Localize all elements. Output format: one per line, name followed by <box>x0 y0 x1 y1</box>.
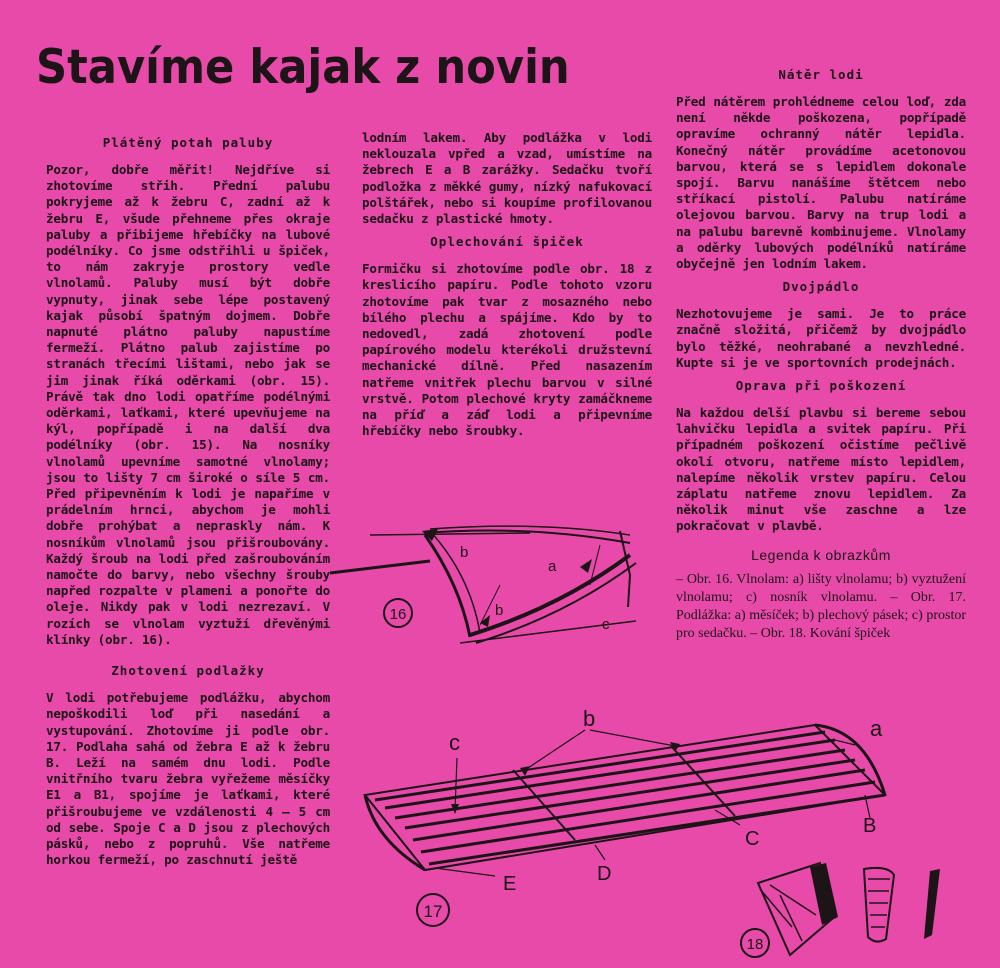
fig17-label-D: D <box>597 863 612 885</box>
heading-platene-potah: Plátěný potah paluby <box>102 135 274 150</box>
heading-oplechovani-spicek: Oplechování špiček <box>430 234 584 250</box>
fig16-label-a: a <box>548 558 557 575</box>
fig17-label-B: B <box>863 815 877 837</box>
paragraph-nater-lodi: Před nátěrem prohlédneme celou loď, zda není někde poškozena, popřípadě opravíme ochranný nátěr lepidla. Konečný nátěr provádíme acetonovou barvou, která se s lepidlem dokonale spojí. Barvu nanášíme štětcem nebo stříkací pistolí. Palubu natíráme olejovou barvou. Barvy na trup lodi a na palubu barevně kombinujeme. Vlnolamy a oděrky lubových podélníků natíráme obyčejně jen lodním lakem. <box>676 94 966 272</box>
fig16-label-b1: b <box>460 544 469 561</box>
figure-18-number: 18 <box>746 936 764 953</box>
paragraph-zhotoveni-podlazky: V lodi potřebujeme podlážku, abychom nepoškodili loď při nasedání a vystupování. Zhotovíme ji podle obr. 17. Podlaha sahá od žebra E až k žebru B. Leží na samém dnu lodi. Podle vnitřního tvaru žebra vyřežeme měsíčky E1 a B1, spojíme je laťkami, které přišroubujeme ve vzdálenosti 4 – 5 cm od sebe. Spoje C a D jsou z plechových pásků, nebo z popruhů. Vše natřeme horkou fermeží, po zaschnutí ještě <box>46 690 330 868</box>
paragraph-dvojpadlo: Nezhotovujeme je sami. Je to práce značně složitá, přičemž by dvojpádlo bylo těžké, neohrabané a nevzhledné. Kupte si je ve sportovních prodejnách. <box>676 306 966 370</box>
figure-16-breakwater <box>330 515 660 665</box>
paragraph-oplechovani-spicek: Formičku si zhotovíme podle obr. 18 z kreslicího papíru. Podle tohoto vzoru zhotovíme pak tvar z mosazného nebo bílého plechu a spájíme. Kdo by to nedovedl, zadá zhotovení podle papírového modelu kterékoli družstevní mechanické dílně. Před nasazením natřeme vnitřek plechu barvou v silné vrstvě. Potom plechové kryty zamáčkneme na příď a záď lodi a připevníme hřebíčky nebo šroubky. <box>362 261 652 439</box>
paragraph-oprava: Na každou delší plavbu si bereme sebou lahvičku lepidla a svitek papíru. Při případném poškození očistíme pečlivě okolí otvoru, natřeme místo lepidlem, nalepíme několik vrstev papíru. Celou záplatu natřeme znovu lepidlem. Za několik minut vše zaschne a lze pokračovat v plavbě. <box>676 405 966 534</box>
paragraph-platene-potah: Pozor, dobře měřit! Nejdříve si zhotovíme střih. Přední palubu pokryjeme až k žebru C, zadní až k žebru E, všude přehneme přes okraje paluby a přibijeme hřebíčky na lubové podélníky. Co jsme odstřihli u špiček, to nám zakryje prostory vedle vlnolamů. Paluby musí být dobře vypnuty, jinak sebe lépe postavený kajak působí špatným dojmem. Dobře napnuté plátno paluby napustíme fermeží. Plátno palub zajistíme po stranách třecími lištami, nebo jak se jim jinak říká oděrkami (obr. 15). Právě tak dno lodi opatříme podélnými oděrkami, laťkami, které upevňujeme na kýl, popřípadě i na další dva podélníky (obr. 15). Na nosníky vlnolamů upevníme samotné vlnolamy; jsou to lišty 7 cm široké o síle 5 cm. Před připevněním k lodi je napaříme v prádelním hrnci, abychom je mohli dobře prohýbat a nepraskly nám. K nosníkům vlnolamů jsou přišroubovány. Každý šroub na lodi před zašroubováním namočte do barvy, nebo všechny šrouby napřed rozpalte v plameni a ponořte do oleje. Nikdy pak v lodi nezrezaví. V rozích se vlnolam vyztuží dřevěnými klínky (obr. 16). <box>46 162 330 647</box>
legend-title: Legenda k obrazkům <box>751 546 891 563</box>
heading-oprava: Oprava při poškození <box>735 378 907 394</box>
fig17-label-b: b <box>583 706 596 731</box>
heading-zhotoveni-podlazky: Zhotovení podlažky <box>111 663 265 679</box>
figure-16-number: 16 <box>389 606 407 623</box>
paragraph-lodnim-lakem: lodním lakem. Aby podlážka v lodi neklouzala vpřed a vzad, umístíme na žebrech E a B zarážky. Sedačku tvoří podložka z měkké gumy, nízký nafukovací polštářek, nebo si koupíme profilovanou sedačku z plastické hmoty. <box>362 130 652 227</box>
article-title: Stavíme kajak z novin <box>36 40 570 95</box>
fig16-label-b2: b <box>495 602 504 619</box>
fig17-label-E: E <box>503 873 517 895</box>
column-left <box>46 130 330 868</box>
fig17-label-a: a <box>870 716 883 741</box>
fig16-label-c: c <box>602 616 610 633</box>
column-middle <box>362 130 652 445</box>
figure-18-tip-plating <box>730 855 960 965</box>
legend-text: – Obr. 16. Vlnolam: a) lišty vlnolamu; b) vyztužení vlnolamu; c) nosník vlnolamu. – Obr. 17. Podlážka: a) měsíček; b) plechový pásek; c) prostor pro sedačku. – Obr. 18. Kování špiček <box>676 571 966 641</box>
fig17-label-C: C <box>745 828 760 850</box>
heading-nater-lodi: Nátěr lodi <box>778 67 864 82</box>
column-right <box>676 62 966 643</box>
fig17-label-c: c <box>449 730 460 755</box>
heading-dvojpadlo: Dvojpádlo <box>782 279 860 295</box>
figure-17-number: 17 <box>423 902 443 921</box>
